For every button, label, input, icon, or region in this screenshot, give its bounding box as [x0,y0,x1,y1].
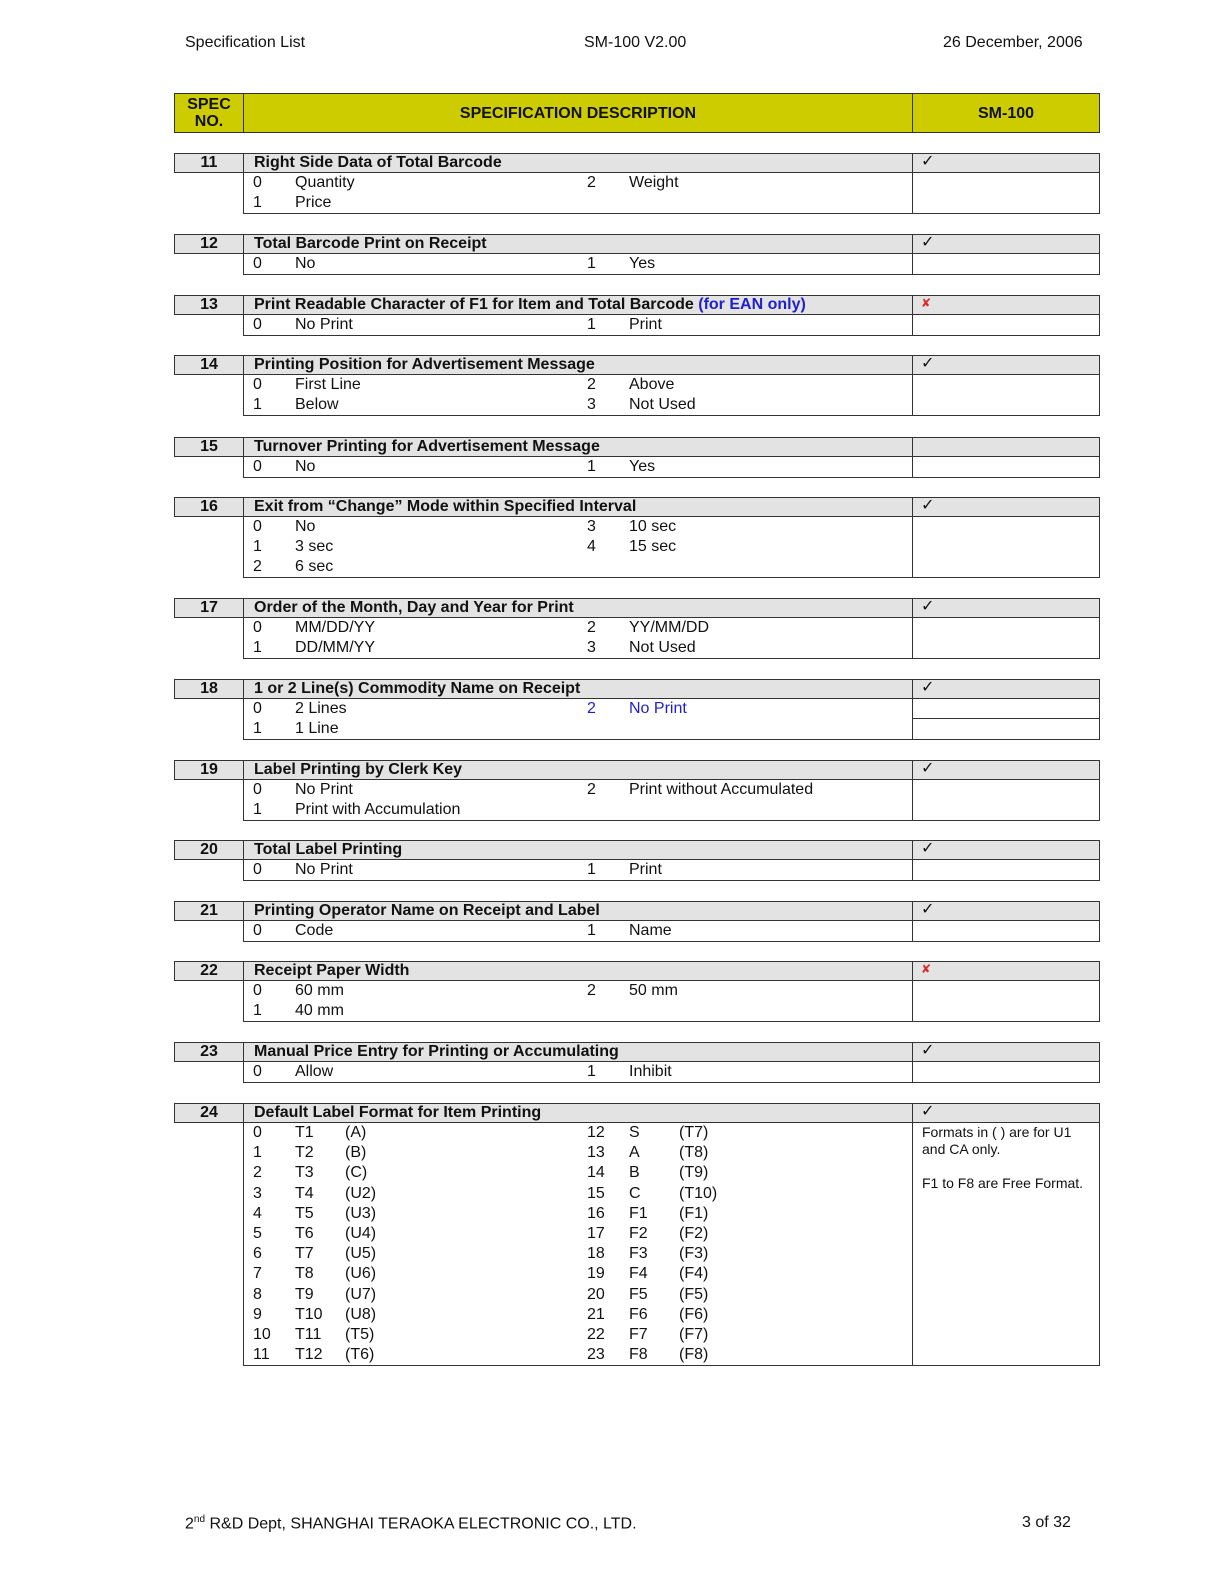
format-code: 12 [587,1124,605,1141]
spec-14-mark-bar [912,355,1100,375]
spec-no-line2: NO. [194,113,224,130]
spec-note: F1 to F8 are Free Format. [922,1175,1084,1191]
spec-title [254,761,462,779]
spec-number: 19 [200,761,218,778]
format-name: C [629,1184,641,1202]
format-code: 4 [253,1204,262,1222]
checkmark-icon: ✓ [921,598,935,615]
option-code: 0 [253,619,262,636]
option-code: 2 [587,376,596,393]
column-header-spec-no [174,93,244,133]
format-code: 21 [587,1305,605,1323]
format-name: T8 [295,1265,314,1283]
format-name: F6 [629,1305,648,1323]
spec-16-options-box [243,516,913,578]
format-code: 20 [587,1285,605,1303]
option-value: 50 mm [629,982,678,999]
option-code: 0 [253,861,262,878]
spec-18-model-box [912,698,1100,740]
spec-number: 16 [200,498,218,515]
option-value: Not Used [629,396,696,414]
checkmark-icon: ✓ [921,901,935,918]
format-code: 7 [253,1265,262,1283]
spec-22-mark-bar [912,961,1100,981]
option-value: No Print [295,861,353,878]
spec-title [254,498,636,516]
option-code: 1 [253,801,262,819]
option-value: Code [295,922,334,939]
checkmark-icon: ✓ [921,760,935,777]
format-alias: (T7) [679,1124,709,1141]
format-alias: (F6) [679,1305,709,1323]
option-code: 1 [253,720,262,738]
spec-title-text: Turnover Printing for Advertisement Message [254,438,600,455]
option-value: No [295,255,316,272]
format-name: T4 [295,1184,314,1202]
spec-title [254,438,600,456]
spec-number: 21 [200,902,218,919]
footer-ordinal-suffix: nd [193,1514,206,1525]
option-code: 0 [253,982,262,999]
header-model-version: SM-100 V2.00 [584,34,687,51]
format-code: 11 [253,1346,270,1364]
format-name: A [629,1144,640,1162]
option-code: 2 [587,700,596,717]
spec-title-text: Label Printing by Clerk Key [254,761,463,778]
spec-title [254,356,595,374]
option-value: Yes [629,458,656,475]
format-alias: (T5) [345,1326,375,1343]
spec-title-text: Order of the Month, Day and Year for Print [254,599,574,616]
option-value: 40 mm [295,1002,344,1020]
spec-title-text: 1 or 2 Line(s) Commodity Name on Receipt [254,680,581,697]
format-alias: (T6) [345,1346,375,1364]
format-name: T10 [295,1305,323,1323]
spec-15-model-box [912,456,1100,478]
option-value: 10 sec [629,518,677,535]
format-name: F1 [629,1204,648,1222]
format-code: 6 [253,1245,262,1263]
option-code: 0 [253,316,262,333]
format-alias: (F7) [679,1326,709,1343]
format-alias: (F3) [679,1245,709,1263]
spec-23-options-box [243,1061,913,1083]
option-code: 2 [587,619,596,636]
spec-title [254,962,409,980]
spec-title-text: Printing Operator Name on Receipt and Label [254,902,600,919]
spec-title [254,902,600,920]
spec-title [254,296,806,314]
format-name: F3 [629,1245,648,1263]
format-name: F2 [629,1225,648,1242]
option-value: No [295,518,316,535]
spec-21-options-box [243,920,913,942]
option-value: Name [629,922,672,939]
spec-number: 12 [200,235,218,252]
spec-number: 11 [200,154,218,171]
option-code: 0 [253,700,262,717]
format-name: S [629,1124,640,1141]
format-alias: (F4) [679,1265,709,1283]
format-alias: (T8) [679,1144,709,1162]
format-name: T1 [295,1124,314,1141]
spec-23-model-box [912,1061,1100,1083]
checkmark-icon: ✓ [921,355,935,372]
option-code: 2 [253,558,262,576]
checkmark-icon: ✓ [921,840,935,857]
format-alias: (F1) [679,1204,709,1222]
spec-title-text: Total Label Printing [254,841,403,858]
spec-title [254,235,487,253]
option-value: Yes [629,255,656,272]
spec-title [254,1043,619,1061]
option-code: 1 [587,458,596,475]
spec-title [254,1104,541,1122]
spec-18-model-divider [912,718,1100,719]
option-code: 1 [587,316,596,333]
format-alias: (F2) [679,1225,709,1242]
spec-22-model-box [912,980,1100,1022]
option-code: 1 [253,396,262,414]
format-alias: (U5) [345,1245,377,1263]
format-alias: (F5) [679,1285,709,1303]
column-header-model: SM-100 [912,93,1100,133]
option-value: First Line [295,376,361,393]
format-code: 0 [253,1124,262,1141]
option-code: 1 [587,861,596,878]
spec-title [254,680,580,698]
option-value: YY/MM/DD [629,619,709,636]
checkmark-icon: ✓ [921,234,935,251]
spec-title-text: Printing Position for Advertisement Message [254,356,595,373]
format-code: 14 [587,1164,605,1182]
format-alias: (U3) [345,1204,377,1222]
option-value: Price [295,194,332,212]
format-code: 9 [253,1305,262,1323]
format-code: 8 [253,1285,262,1303]
spec-15-options-box [243,456,913,478]
format-code: 13 [587,1144,605,1162]
spec-title-text: Print Readable Character of F1 for Item and Total Barcode [254,296,694,313]
format-name: T5 [295,1204,314,1222]
option-value: 60 mm [295,982,344,999]
option-value: Not Used [629,639,696,657]
spec-number: 22 [200,962,218,979]
format-name: F4 [629,1265,648,1283]
format-alias: (U2) [345,1184,377,1202]
spec-title [254,154,502,172]
spec-20-mark-bar [912,840,1100,860]
option-value: Above [629,376,675,393]
footer-page-number: 3 of 32 [1022,1514,1071,1531]
option-value: No Print [295,316,353,333]
option-value: MM/DD/YY [295,619,375,636]
option-code: 1 [253,538,262,556]
option-code: 0 [253,376,262,393]
spec-15-mark-bar [912,437,1100,457]
format-code: 15 [587,1184,605,1202]
option-code: 0 [253,518,262,535]
format-name: T6 [295,1225,314,1242]
format-code: 23 [587,1346,605,1364]
option-code: 0 [253,922,262,939]
footer-department [185,1514,637,1533]
option-value: Weight [629,174,679,191]
checkmark-icon: ✓ [921,1103,935,1120]
option-code: 1 [587,922,596,939]
spec-19-model-box [912,779,1100,821]
spec-title-qualifier: (for EAN only) [698,296,806,313]
option-code: 0 [253,458,262,475]
format-code: 2 [253,1164,262,1182]
spec-20-model-box [912,859,1100,881]
format-alias: (C) [345,1164,368,1182]
spec-title-text: Manual Price Entry for Printing or Accumulating [254,1043,619,1060]
format-alias: (T9) [679,1164,709,1182]
format-alias: (U8) [345,1305,377,1323]
option-value: No Print [629,700,687,717]
spec-number: 18 [200,680,218,697]
format-name: T7 [295,1245,314,1263]
cross-icon: ✘ [921,962,932,976]
option-value: DD/MM/YY [295,639,375,657]
option-code: 1 [253,1002,262,1020]
format-alias: (U4) [345,1225,377,1242]
spec-17-model-box [912,617,1100,659]
option-value: 15 sec [629,538,677,556]
option-code: 4 [587,538,596,556]
format-alias: (T10) [679,1184,718,1202]
option-code: 1 [253,639,262,657]
spec-title-text: Total Barcode Print on Receipt [254,235,487,252]
option-code: 2 [587,982,596,999]
option-value: Allow [295,1063,334,1080]
format-alias: (A) [345,1124,367,1141]
spec-note: Formats in ( ) are for U1 and CA only. [922,1124,1072,1157]
option-code: 0 [253,174,262,191]
cross-icon: ✘ [921,296,932,310]
option-value: Print without Accumulated [629,781,814,798]
spec-21-mark-bar [912,901,1100,921]
spec-14-model-box [912,374,1100,416]
format-code: 1 [253,1144,262,1162]
spec-16-model-box [912,516,1100,578]
option-code: 3 [587,518,596,535]
spec-number: 23 [200,1043,218,1060]
checkmark-icon: ✓ [921,497,935,514]
format-code: 19 [587,1265,605,1283]
format-name: T9 [295,1285,314,1303]
spec-21-model-box [912,920,1100,942]
spec-title-text: Right Side Data of Total Barcode [254,154,502,171]
option-code: 0 [253,1063,262,1080]
header-doc-title: Specification List [185,34,306,51]
option-value: 3 sec [295,538,334,556]
spec-12-options-box [243,253,913,275]
checkmark-icon: ✓ [921,1042,935,1059]
format-code: 22 [587,1326,605,1343]
option-code: 1 [587,1063,596,1080]
spec-title [254,599,574,617]
option-code: 1 [587,255,596,272]
format-alias: (U6) [345,1265,377,1283]
spec-title-text: Receipt Paper Width [254,962,410,979]
spec-number: 15 [200,438,218,455]
format-alias: (U7) [345,1285,377,1303]
footer-dept-text: R&D Dept, SHANGHAI TERAOKA ELECTRONIC CO., LTD. [205,1515,637,1533]
spec-19-mark-bar [912,760,1100,780]
spec-11-mark-bar [912,153,1100,173]
spec-24-options-box [243,1122,913,1366]
spec-title-text: Default Label Format for Item Printing [254,1104,542,1121]
option-value: No Print [295,781,353,798]
option-value: Below [295,396,339,414]
spec-title [254,841,402,859]
format-name: F7 [629,1326,648,1343]
spec-title-text: Exit from “Change” Mode within Specified Interval [254,498,637,515]
option-code: 0 [253,255,262,272]
spec-24-model-box [912,1122,1100,1366]
format-code: 10 [253,1326,271,1343]
option-code: 0 [253,781,262,798]
option-value: Print [629,316,662,333]
option-code: 1 [253,194,262,212]
spec-24-mark-bar [912,1103,1100,1123]
spec-16-mark-bar [912,497,1100,517]
spec-18-mark-bar [912,679,1100,699]
option-code: 3 [587,396,596,414]
spec-12-model-box [912,253,1100,275]
spec-number: 17 [200,599,218,616]
format-name: T2 [295,1144,314,1162]
spec-number: 14 [200,356,218,373]
spec-23-mark-bar [912,1042,1100,1062]
header-date: 26 December, 2006 [943,34,1083,51]
option-value: 2 Lines [295,700,347,717]
option-value: 6 sec [295,558,334,576]
format-name: T3 [295,1164,314,1182]
spec-number: 13 [200,296,218,313]
format-name: F5 [629,1285,648,1303]
spec-no-line1: SPEC [187,96,231,113]
option-value: Inhibit [629,1063,672,1080]
spec-13-mark-bar [912,295,1100,315]
option-code: 2 [587,174,596,191]
format-code: 18 [587,1245,605,1263]
format-alias: (F8) [679,1346,709,1364]
option-value: Print with Accumulation [295,801,461,819]
option-value: Print [629,861,662,878]
option-value: 1 Line [295,720,339,738]
footer-ordinal: 2 [185,1515,194,1533]
format-alias: (B) [345,1144,367,1162]
option-code: 3 [587,639,596,657]
format-code: 5 [253,1225,262,1242]
spec-number: 20 [200,841,218,858]
checkmark-icon: ✓ [921,679,935,696]
format-name: F8 [629,1346,648,1364]
option-value: No [295,458,316,475]
format-code: 16 [587,1204,605,1222]
format-name: T12 [295,1346,323,1364]
column-header-description: SPECIFICATION DESCRIPTION [243,93,913,133]
checkmark-icon: ✓ [921,153,935,170]
format-name: T11 [295,1326,322,1343]
spec-17-mark-bar [912,598,1100,618]
format-name: B [629,1164,640,1182]
format-code: 3 [253,1184,262,1202]
option-code: 2 [587,781,596,798]
format-code: 17 [587,1225,605,1242]
spec-11-model-box [912,172,1100,214]
spec-12-mark-bar [912,234,1100,254]
spec-13-model-box [912,314,1100,336]
option-value: Quantity [295,174,355,191]
spec-number: 24 [200,1104,218,1121]
